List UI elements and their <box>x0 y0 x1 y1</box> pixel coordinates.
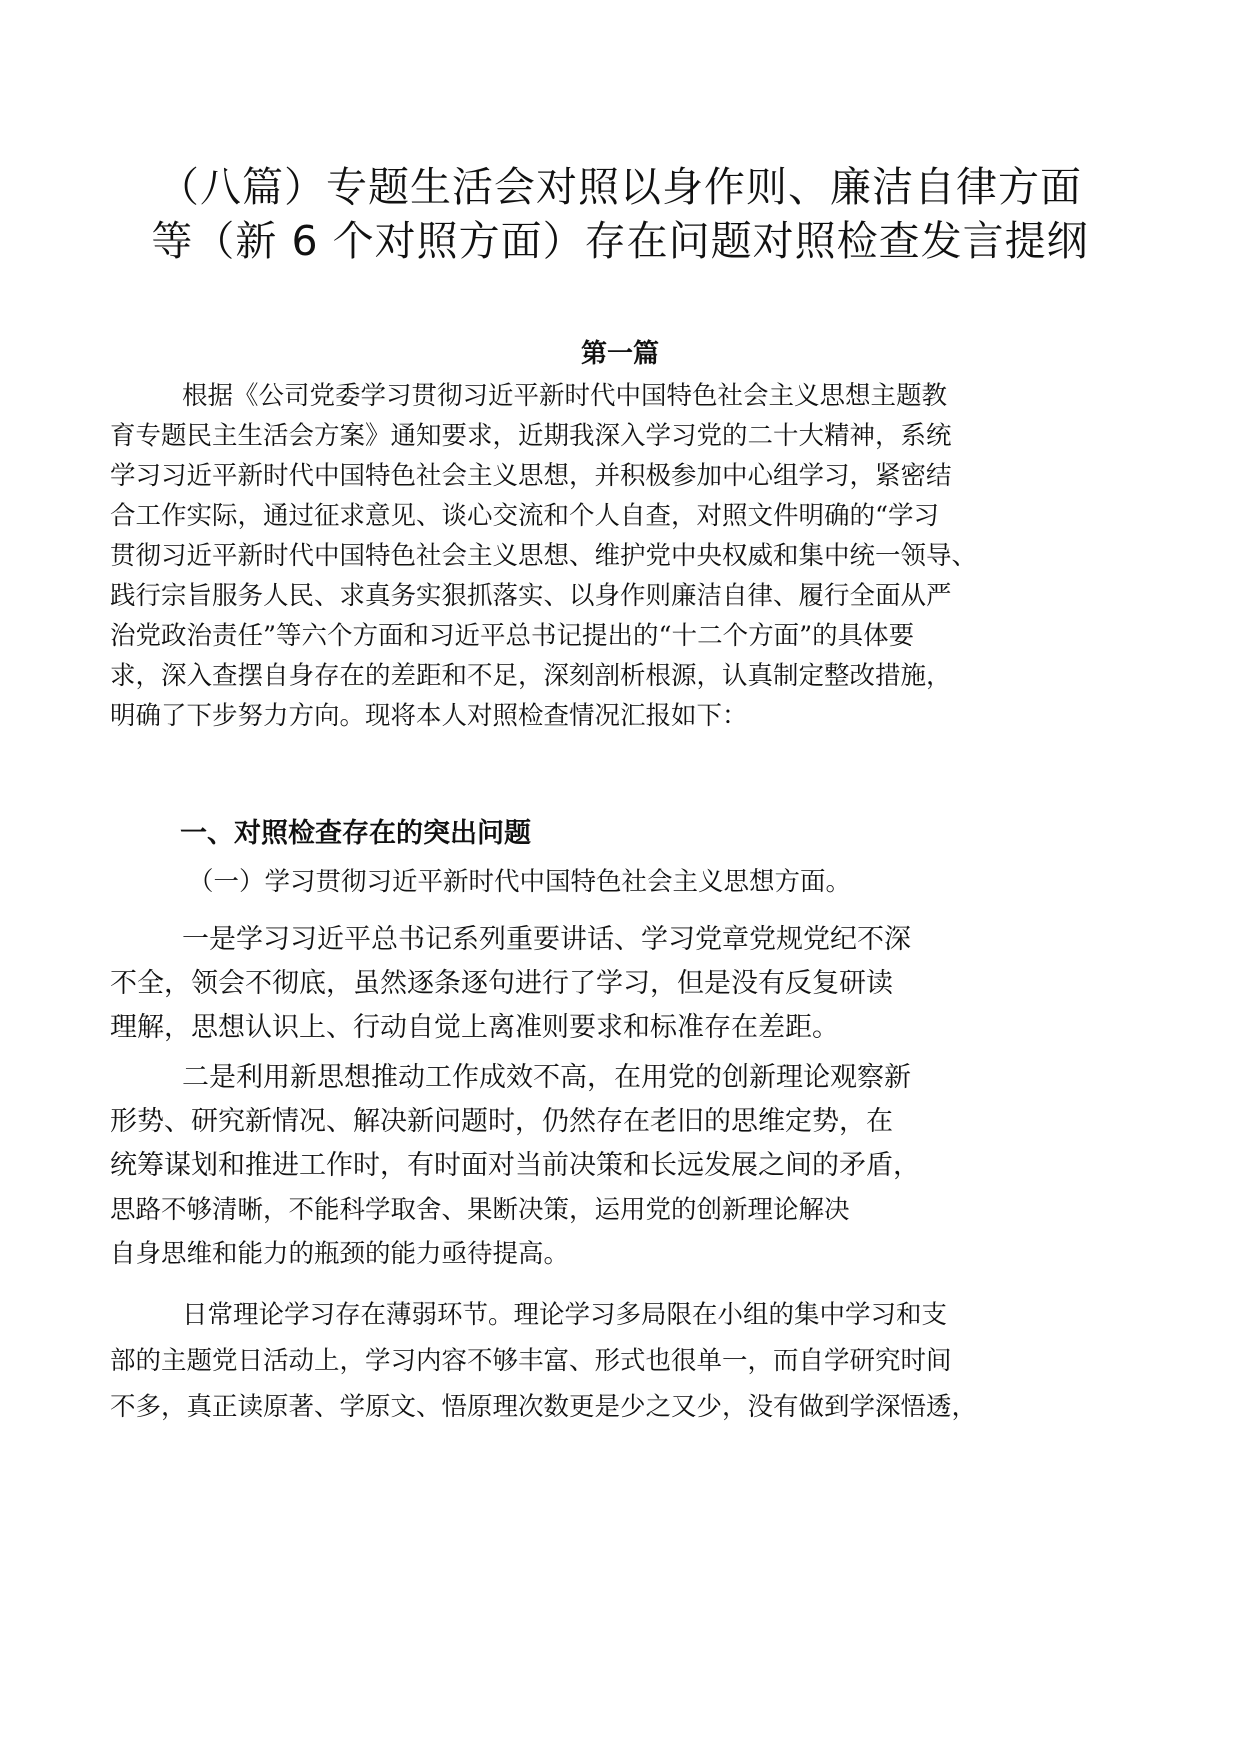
paragraph-line: 治党政治责任”等六个方面和习近平总书记提出的“十二个方面”的具体要 <box>110 621 915 651</box>
paragraph-line: 统筹谋划和推进工作时，有时面对当前决策和长远发展之间的矛盾， <box>110 1150 920 1181</box>
title-line: （八篇）专题生活会对照以身作则、廉洁自律方面 <box>158 163 1082 211</box>
paragraph-line: 求，深入查摆自身存在的差距和不足，深刻剖析根源，认真制定整改措施， <box>110 661 952 691</box>
paragraph-line: 思路不够清晰，不能科学取舍、果断决策，运用党的创新理论解决 <box>110 1195 850 1225</box>
point-one-paragraph <box>110 918 1130 1050</box>
paragraph-line: 根据《公司党委学习贯彻习近平新时代中国特色社会主义思想主题教 <box>182 381 948 411</box>
paragraph-line: 形势、研究新情况、解决新问题时，仍然存在老旧的思维定势，在 <box>110 1106 893 1137</box>
chapter-label: 第一篇 <box>580 339 659 369</box>
paragraph-line: 贯彻习近平新时代中国特色社会主义思想、维护党中央权威和集中统一领导、 <box>110 541 978 571</box>
paragraph-line: 自身思维和能力的瓶颈的能力亟待提高。 <box>110 1239 570 1269</box>
paragraph-line: 一是学习习近平总书记系列重要讲话、学习党章党规党纪不深 <box>182 924 911 955</box>
paragraph-line: 日常理论学习存在薄弱环节。理论学习多局限在小组的集中学习和支 <box>182 1300 948 1330</box>
paragraph-line: 合工作实际，通过征求意见、谈心交流和个人自查，对照文件明确的“学习 <box>110 501 940 531</box>
intro-paragraph <box>110 376 1130 736</box>
document-title <box>60 160 1180 268</box>
point-three-paragraph <box>110 1292 1130 1430</box>
paragraph-line: 理解，思想认识上、行动自觉上离准则要求和标准存在差距。 <box>110 1012 839 1043</box>
section-heading: 一、对照检查存在的突出问题 <box>180 818 531 849</box>
paragraph-line: 不多，真正读原著、学原文、悟原理次数更是少之又少，没有做到学深悟透， <box>110 1392 978 1422</box>
paragraph-line: 部的主题党日活动上，学习内容不够丰富、形式也很单一，而自学研究时间 <box>110 1346 952 1376</box>
paragraph-line: 明确了下步努力方向。现将本人对照检查情况汇报如下： <box>110 701 748 731</box>
title-line: 等（新 6 个对照方面）存在问题对照检查发言提纲 <box>151 217 1089 265</box>
paragraph-line: 践行宗旨服务人民、求真务实狠抓落实、以身作则廉洁自律、履行全面从严 <box>110 581 952 611</box>
point-two-paragraph <box>110 1056 1130 1276</box>
paragraph-line: 不全，领会不彻底，虽然逐条逐句进行了学习，但是没有反复研读 <box>110 968 893 999</box>
subsection-heading: （一）学习贯彻习近平新时代中国特色社会主义思想方面。 <box>188 867 852 897</box>
paragraph-line: 学习习近平新时代中国特色社会主义思想，并积极参加中心组学习，紧密结 <box>110 461 952 491</box>
paragraph-line: 育专题民主生活会方案》通知要求，近期我深入学习党的二十大精神，系统 <box>110 421 952 451</box>
paragraph-line: 二是利用新思想推动工作成效不高，在用党的创新理论观察新 <box>182 1062 911 1093</box>
